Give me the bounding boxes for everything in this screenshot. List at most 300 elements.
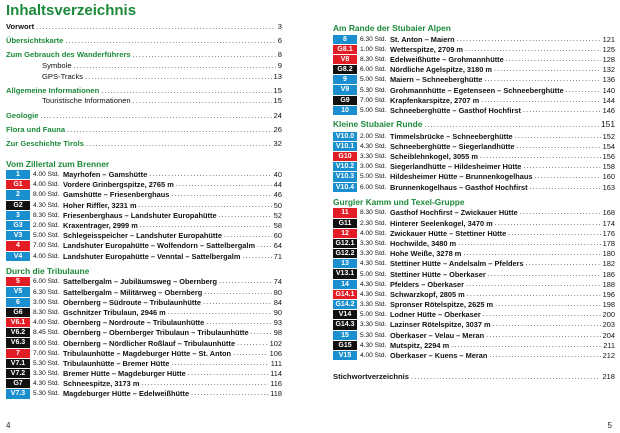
dot-leader [188, 370, 268, 377]
tour-badge: G7 [6, 379, 30, 388]
tour-page: 121 [602, 34, 615, 44]
tour-name: Brunnenkogelhaus – Gasthof Hochfirst [390, 182, 528, 192]
tour-duration: 4.30 Std. [360, 290, 387, 298]
tour-page: 168 [602, 208, 615, 218]
tour-entry[interactable] [6, 368, 282, 378]
tour-badge: V10.0 [333, 132, 357, 141]
dot-leader [480, 153, 601, 160]
tour-page: 174 [602, 218, 615, 228]
tour-page: 116 [270, 379, 282, 389]
dot-leader [233, 350, 268, 357]
tour-page: 203 [602, 320, 615, 330]
tour-name: Bremer Hütte – Magdeburger Hütte [63, 369, 186, 379]
tour-duration: 8.00 Std. [33, 339, 60, 347]
dot-leader [65, 37, 275, 48]
tour-entry[interactable] [333, 151, 615, 161]
tour-duration: 4.00 Std. [360, 352, 387, 360]
tour-page: 111 [270, 358, 282, 368]
tour-name: Stettiner Hütte – Oberkaser [390, 269, 486, 279]
tour-page: 44 [273, 180, 282, 190]
tour-name: Gasthof Hochfirst – Zwickauer Hütte [390, 208, 518, 218]
tour-badge: V3 [6, 231, 30, 240]
dot-leader [506, 56, 601, 63]
dot-leader [133, 97, 272, 108]
dot-leader [149, 171, 272, 178]
tour-duration: 8.30 Std. [33, 211, 60, 219]
toc-entry-page: 15 [273, 85, 282, 95]
tour-entry[interactable] [333, 54, 615, 64]
tour-name: Hinterer Seelenkogel, 3470 m [390, 218, 493, 228]
toc-entry[interactable] [6, 86, 282, 97]
tour-entry[interactable] [333, 218, 615, 228]
tour-page: 154 [602, 141, 615, 151]
tour-duration: 2.30 Std. [360, 219, 387, 227]
dot-leader [466, 281, 601, 288]
tour-entry[interactable] [6, 307, 282, 317]
tour-name: Obernberg – Nördlicher Roßlauf – Tribulaunhütte [63, 338, 236, 348]
dot-leader [520, 209, 601, 216]
tour-badge: 9 [333, 75, 357, 84]
tour-page: 50 [273, 200, 282, 210]
toc-entry-label: Flora und Fauna [6, 124, 66, 134]
tour-badge: V14 [333, 310, 357, 319]
dot-leader [219, 212, 272, 219]
tour-duration: 4.00 Std. [33, 252, 60, 260]
dot-leader [457, 36, 601, 43]
tour-page: 156 [602, 152, 615, 162]
spacer [333, 364, 615, 372]
tour-page: 40 [273, 170, 282, 180]
tour-badge: 13 [333, 259, 357, 268]
tour-entry[interactable] [333, 131, 615, 141]
tour-entry[interactable] [333, 300, 615, 310]
dot-leader [566, 87, 601, 94]
toc-right-column [333, 22, 615, 383]
tour-duration: 5.00 Std. [33, 232, 60, 240]
tour-name: Obernberg – Obernberger Tribulaun – Tribulaunhütte [63, 328, 249, 338]
tour-duration: 3.00 Std. [33, 298, 60, 306]
section-heading[interactable] [333, 119, 615, 131]
tour-duration: 5.30 Std. [360, 331, 387, 339]
tour-duration: 4.30 Std. [33, 201, 60, 209]
tour-page: 58 [273, 221, 282, 231]
tour-entry[interactable] [333, 228, 615, 238]
tour-page: 84 [273, 297, 282, 307]
tour-entry[interactable] [333, 340, 615, 350]
tour-entry[interactable] [333, 162, 615, 172]
dot-leader [74, 62, 276, 73]
tour-duration: 4.00 Std. [33, 181, 60, 189]
tour-page: 178 [602, 238, 615, 248]
tour-badge: G3 [6, 221, 30, 230]
tour-badge: V13.1 [333, 269, 357, 278]
dot-leader [191, 390, 268, 397]
tour-entry[interactable] [6, 190, 282, 200]
tour-page: 186 [602, 269, 615, 279]
tour-page: 132 [602, 65, 615, 75]
tour-entry[interactable] [6, 348, 282, 358]
tour-page: 200 [602, 310, 615, 320]
tour-duration: 4.30 Std. [360, 142, 387, 150]
tour-entry[interactable] [333, 208, 615, 218]
toc-entry[interactable] [6, 50, 282, 61]
tour-badge: G12.2 [333, 249, 357, 258]
tour-entry[interactable] [6, 389, 282, 399]
tour-entry[interactable] [6, 277, 282, 287]
tour-duration: 8.30 Std. [360, 55, 387, 63]
tour-duration: 5.00 Std. [360, 76, 387, 84]
toc-entry[interactable] [6, 111, 282, 122]
tour-name: Hochwilde, 3480 m [390, 238, 457, 248]
dot-leader [465, 46, 601, 53]
section-heading: Am Rande der Stubaier Alpen [333, 23, 451, 33]
dot-leader [488, 271, 601, 278]
toc-entry-page: 24 [273, 110, 282, 120]
tour-name: Oberkaser – Velau – Meran [390, 330, 485, 340]
toc-entry-page: 32 [273, 138, 282, 148]
tour-name: Zwickauer Hütte – Stettiner Hütte [390, 228, 507, 238]
tour-page: 163 [602, 182, 615, 192]
tour-badge: V7.1 [6, 359, 30, 368]
tour-entry[interactable] [333, 320, 615, 330]
dot-leader [489, 352, 600, 359]
toc-entry[interactable] [6, 22, 282, 33]
tour-badge: 6 [6, 298, 30, 307]
tour-badge: G8.2 [333, 65, 357, 74]
tour-entry[interactable] [333, 182, 615, 192]
tour-entry[interactable] [6, 251, 282, 261]
toc-entry-label: Übersichtskarte [6, 36, 64, 46]
tour-entry[interactable] [333, 259, 615, 269]
tour-badge: V15 [333, 351, 357, 360]
tour-badge: V9 [333, 85, 357, 94]
dot-leader [140, 222, 272, 229]
tour-duration: 4.00 Std. [33, 171, 60, 179]
toc-entry-page: 218 [602, 372, 615, 382]
tour-badge: V6.2 [6, 328, 30, 337]
tour-duration: 4.30 Std. [360, 260, 387, 268]
tour-name: Timmelsbrücke – Schneeberghütte [390, 131, 513, 141]
tour-badge: G2 [6, 201, 30, 210]
tour-name: Schneeberghütte – Siegerlandhütte [390, 141, 515, 151]
tour-badge: V10.2 [333, 162, 357, 171]
tour-page: 118 [270, 389, 282, 399]
tour-entry[interactable] [333, 330, 615, 340]
toc-entry-page: 3 [277, 22, 282, 31]
tour-duration: 4.30 Std. [33, 380, 60, 388]
tour-duration: 4.30 Std. [360, 341, 387, 349]
tour-badge: V6.1 [6, 318, 30, 327]
tour-duration: 4.00 Std. [33, 319, 60, 327]
tour-entry[interactable] [333, 105, 615, 115]
tour-name: Hildesheimer Hütte – Brunnenkogelhaus [390, 172, 533, 182]
tour-name: Siegerlandhütte – Hildesheimer Hütte [390, 162, 522, 172]
tour-name: Hohe Weiße, 3278 m [390, 249, 462, 259]
dot-leader [494, 66, 601, 73]
tour-name: Mutspitz, 2294 m [390, 340, 450, 350]
tour-badge: 8 [333, 35, 357, 44]
dot-leader [171, 191, 271, 198]
tour-duration: 4.30 Std. [360, 280, 387, 288]
tour-badge: G15 [333, 341, 357, 350]
tour-entry[interactable] [6, 358, 282, 368]
tour-duration: 7.00 Std. [360, 96, 387, 104]
tour-name: Schneespitze, 3173 m [63, 379, 140, 389]
tour-badge: G1 [6, 180, 30, 189]
tour-duration: 3.30 Std. [33, 370, 60, 378]
dot-leader [495, 220, 601, 227]
dot-leader [36, 23, 276, 34]
toc-left-column [6, 22, 282, 399]
tour-duration: 3.00 Std. [360, 163, 387, 171]
tour-badge: G14.3 [333, 320, 357, 329]
dot-leader [483, 311, 601, 318]
tour-duration: 6.30 Std. [360, 35, 387, 43]
tour-badge: 3 [6, 211, 30, 220]
tour-entry[interactable] [6, 379, 282, 389]
tour-duration: 6.00 Std. [360, 66, 387, 74]
dot-leader [481, 97, 601, 104]
dot-leader [204, 289, 272, 296]
tour-page: 146 [602, 105, 615, 115]
tour-entry[interactable] [333, 350, 615, 360]
tour-duration: 7.00 Std. [33, 242, 60, 250]
tour-duration: 6.00 Std. [360, 183, 387, 191]
tour-entry[interactable] [333, 65, 615, 75]
tour-page: 144 [602, 95, 615, 105]
tour-duration: 5.00 Std. [360, 173, 387, 181]
tour-name: Maiern – Schneeberghütte [390, 75, 483, 85]
tour-badge: G8.1 [333, 45, 357, 54]
toc-entry[interactable] [6, 72, 282, 83]
toc-entry[interactable] [333, 372, 615, 383]
section-heading-page: 151 [601, 119, 615, 130]
tour-name: Obernberg – Südroute – Tribulaunhütte [63, 297, 201, 307]
tour-entry[interactable] [333, 85, 615, 95]
section-heading: Vom Zillertal zum Brenner [6, 158, 110, 169]
tour-name: Obernberg – Nordroute – Tribulaunhütte [63, 318, 205, 328]
dot-leader [168, 309, 272, 316]
tour-name: Spronser Rötelspitze, 2625 m [390, 300, 494, 310]
tour-page: 182 [602, 259, 615, 269]
tour-badge: G6 [6, 308, 30, 317]
dot-leader [86, 140, 272, 151]
tour-entry[interactable] [6, 318, 282, 328]
tour-page: 160 [602, 172, 615, 182]
spacer [6, 150, 282, 158]
toc-entry-label: Allgemeine Informationen [6, 85, 100, 95]
tour-badge: 1 [6, 170, 30, 179]
tour-entry[interactable] [6, 287, 282, 297]
tour-name: Tribulaunhütte – Bremer Hütte [63, 358, 170, 368]
tour-duration: 1.00 Std. [360, 45, 387, 53]
tour-badge: V6.3 [6, 338, 30, 347]
tour-name: Gschnitzer Tribulaun, 2946 m [63, 307, 166, 317]
tour-page: 90 [273, 307, 282, 317]
tour-entry[interactable] [6, 231, 282, 241]
tour-duration: 8.00 Std. [33, 191, 60, 199]
toc-entry-page: 15 [273, 96, 282, 106]
dot-leader [424, 121, 599, 132]
tour-page: 204 [602, 330, 615, 340]
tour-badge: V4 [6, 252, 30, 261]
tour-name: Nördliche Agelspitze, 3180 m [390, 65, 492, 75]
tour-duration: 8.45 Std. [33, 329, 60, 337]
tour-duration: 2.00 Std. [360, 132, 387, 140]
tour-name: Vordere Grinbergspitze, 2765 m [63, 180, 174, 190]
tour-entry[interactable] [333, 95, 615, 105]
tour-entry[interactable] [6, 241, 282, 251]
tour-badge: V5 [6, 287, 30, 296]
tour-name: Edelweißhütte – Grohmannhütte [390, 54, 504, 64]
dot-leader [41, 112, 272, 123]
section-heading: Durch die Tribulaune [6, 265, 90, 276]
tour-name: Landshuter Europahütte – Wolfendorn – Sattelbergalm [63, 241, 256, 251]
dot-leader [176, 181, 272, 188]
tour-page: 80 [273, 287, 282, 297]
dot-leader [251, 329, 272, 336]
dot-leader [257, 242, 272, 249]
toc-entry-page: 8 [277, 50, 282, 60]
tour-name: Hoher Riffler, 3231 m [63, 200, 137, 210]
toc-entry-label: Vorwort [6, 22, 35, 31]
tour-entry[interactable] [333, 238, 615, 248]
tour-entry[interactable] [6, 328, 282, 338]
tour-entry[interactable] [6, 200, 282, 210]
tour-page: 212 [602, 351, 615, 361]
tour-page: 98 [273, 328, 282, 338]
tour-name: Sattelbergalm – Militärweg – Obernberg [63, 287, 203, 297]
dot-leader [219, 278, 272, 285]
toc-entry-page: 6 [277, 36, 282, 46]
tour-name: Stettiner Hütte – Andelsalm – Pfelders [390, 259, 524, 269]
dot-leader [508, 230, 600, 237]
tour-page: 102 [269, 338, 282, 348]
tour-badge: V10.1 [333, 142, 357, 151]
tour-entry[interactable] [6, 338, 282, 348]
tour-page: 64 [273, 241, 282, 251]
tour-badge: V8 [333, 55, 357, 64]
tour-entry[interactable] [333, 269, 615, 279]
tour-name: Mayrhofen – Gamshütte [63, 170, 148, 180]
tour-name: Grohmannhütte – Egetenseen – Schneeberghütte [390, 85, 564, 95]
dot-leader [203, 299, 272, 306]
tour-entry[interactable] [6, 210, 282, 220]
tour-page: 114 [270, 369, 282, 379]
dot-leader [530, 184, 601, 191]
tour-entry[interactable] [333, 310, 615, 320]
toc-entry-page: 9 [277, 60, 282, 70]
tour-badge: V7.3 [6, 389, 30, 398]
dot-leader [237, 340, 268, 347]
toc-entry-label: Geologie [6, 110, 39, 120]
dot-leader [224, 232, 272, 239]
toc-entry[interactable] [6, 96, 282, 107]
tour-name: Sattelbergalm – Jubiläumsweg – Obernberg [63, 277, 218, 287]
tour-name: St. Anton – Maiern [390, 34, 455, 44]
toc-entry-page: 13 [273, 71, 282, 81]
tour-duration: 5.00 Std. [360, 106, 387, 114]
tour-page: 211 [603, 340, 615, 350]
toc-entry-label: Zum Gebrauch des Wanderführers [6, 50, 131, 60]
tour-duration: 5.00 Std. [360, 270, 387, 278]
tour-duration: 6.30 Std. [33, 288, 60, 296]
tour-page: 93 [273, 318, 282, 328]
toc-entry-page: 26 [273, 124, 282, 134]
tour-badge: G14.1 [333, 290, 357, 299]
dot-leader [523, 163, 600, 170]
tour-name: Scheiblehnkogel, 3055 m [390, 152, 478, 162]
tour-badge: G10 [333, 152, 357, 161]
tour-name: Schlegeisspeicher – Landshuter Europahütte [63, 231, 222, 241]
tour-name: Pfelders – Oberkaser [390, 279, 464, 289]
tour-page: 74 [273, 277, 282, 287]
dot-leader [515, 133, 601, 140]
tour-entry[interactable] [6, 170, 282, 180]
dot-leader [242, 253, 271, 260]
tour-name: Wetterspitze, 2709 m [390, 44, 463, 54]
tour-entry[interactable] [333, 34, 615, 44]
tour-entry[interactable] [6, 297, 282, 307]
dot-leader [411, 373, 600, 384]
toc-entry-label: Touristische Informationen [42, 96, 131, 106]
tour-page: 196 [602, 289, 615, 299]
dot-leader [493, 321, 601, 328]
page-number-left: 4 [6, 421, 11, 430]
tour-page: 52 [273, 210, 282, 220]
dot-leader [463, 250, 600, 257]
page-number-right: 5 [607, 421, 612, 430]
toc-entry-label: Symbole [42, 60, 72, 70]
tour-duration: 5.00 Std. [360, 311, 387, 319]
tour-badge: 11 [333, 208, 357, 217]
dot-leader [139, 202, 272, 209]
tour-badge: 5 [6, 277, 30, 286]
toc-entry[interactable] [6, 61, 282, 72]
tour-entry[interactable] [333, 141, 615, 151]
tour-badge: G14.2 [333, 300, 357, 309]
tour-entry[interactable] [333, 44, 615, 54]
tour-duration: 2.00 Std. [33, 222, 60, 230]
tour-entry[interactable] [333, 75, 615, 85]
tour-entry[interactable] [333, 279, 615, 289]
tour-page: 106 [269, 348, 282, 358]
dot-leader [206, 319, 272, 326]
toc-entry[interactable] [6, 139, 282, 150]
dot-leader [85, 73, 271, 84]
dot-leader [523, 107, 601, 114]
tour-duration: 3.30 Std. [360, 321, 387, 329]
tour-page: 152 [602, 131, 615, 141]
tour-page: 136 [602, 75, 615, 85]
tour-badge: V7.2 [6, 369, 30, 378]
dot-leader [486, 332, 601, 339]
tour-name: Oberkaser – Kuens – Meran [390, 351, 488, 361]
toc-entry[interactable] [6, 36, 282, 47]
tour-badge: 4 [6, 241, 30, 250]
tour-entry[interactable] [333, 249, 615, 259]
tour-entry[interactable] [6, 220, 282, 230]
dot-leader [458, 240, 601, 247]
tour-entry[interactable] [333, 172, 615, 182]
toc-entry[interactable] [6, 125, 282, 136]
dot-leader [67, 126, 271, 137]
tour-entry[interactable] [6, 180, 282, 190]
tour-name: Schwarzkopf, 2805 m [390, 289, 465, 299]
tour-badge: V10.3 [333, 172, 357, 181]
tour-page: 60 [273, 231, 282, 241]
tour-entry[interactable] [333, 289, 615, 299]
